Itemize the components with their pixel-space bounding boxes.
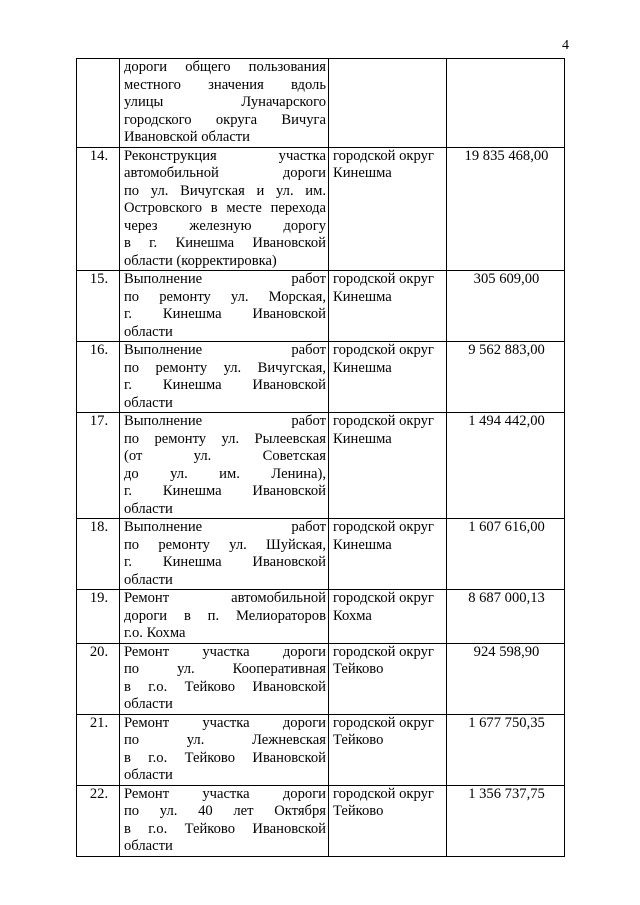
object-name-line: г.о. Кохма	[124, 625, 186, 641]
object-name-line: Островского в месте перехода	[124, 200, 326, 216]
object-name-line: местного значения вдоль	[124, 76, 326, 93]
row-number	[77, 59, 120, 148]
object-name-line: г. Кинешма Ивановской	[124, 306, 326, 322]
table-row	[77, 59, 565, 148]
row-number: 14.	[77, 147, 120, 271]
municipality-cell: городской округ Тейково	[329, 643, 447, 714]
object-name-line: Ремонт автомобильной	[124, 590, 326, 606]
table-row	[77, 590, 565, 644]
object-name-cell	[120, 147, 329, 271]
municipality-cell: городской округ Кинешма	[329, 519, 447, 590]
row-number: 18.	[77, 519, 120, 590]
object-name-line: области	[124, 696, 173, 712]
amount-cell: 19 835 468,00	[447, 147, 565, 271]
object-name-line: до ул. им. Ленина),	[124, 465, 326, 482]
object-name-cell	[120, 714, 329, 785]
amount-cell: 1 494 442,00	[447, 413, 565, 519]
amount-cell	[447, 59, 565, 148]
object-name-line: дороги общего пользования	[124, 59, 326, 75]
object-name-line: улицы Луначарского	[124, 94, 326, 110]
table-row	[77, 342, 565, 413]
object-name-line: области	[124, 767, 173, 783]
object-name-line: Выполнение работ	[124, 342, 326, 358]
object-name-line: по ремонту ул. Рылеевская	[124, 430, 326, 447]
object-name-cell	[120, 413, 329, 519]
object-name-cell	[120, 342, 329, 413]
object-name-line: по ул. Лежневская	[124, 732, 326, 748]
object-name-cell	[120, 785, 329, 856]
row-number: 21.	[77, 714, 120, 785]
municipality-cell: городской округ Кинешма	[329, 271, 447, 342]
row-number: 15.	[77, 271, 120, 342]
object-name-line: области	[124, 500, 173, 517]
row-number: 19.	[77, 590, 120, 644]
object-name-line: городского округа Вичуга	[124, 111, 326, 128]
municipality-cell: городской округ Кохма	[329, 590, 447, 644]
object-name-cell	[120, 519, 329, 590]
object-name-line: Ивановской области	[124, 129, 250, 145]
row-number: 22.	[77, 785, 120, 856]
object-name-line: г. Кинешма Ивановской	[124, 483, 326, 499]
amount-cell: 1 677 750,35	[447, 714, 565, 785]
object-name-line: Ремонт участка дороги	[124, 643, 326, 660]
row-number: 17.	[77, 413, 120, 519]
table-row	[77, 147, 565, 271]
object-name-line: автомобильной дороги	[124, 165, 326, 181]
object-name-line: в г. Кинешма Ивановской	[124, 235, 326, 251]
object-name-line: Ремонт участка дороги	[124, 714, 326, 731]
municipality-cell: городской округ Тейково	[329, 714, 447, 785]
municipality-cell: городской округ Тейково	[329, 785, 447, 856]
object-name-line: по ул. Кооперативная	[124, 661, 326, 677]
object-name-cell	[120, 643, 329, 714]
object-name-line: в г.о. Тейково Ивановской	[124, 678, 326, 695]
amount-cell: 305 609,00	[447, 271, 565, 342]
object-name-line: области	[124, 323, 173, 340]
object-name-line: г. Кинешма Ивановской	[124, 554, 326, 570]
object-name-cell	[120, 59, 329, 148]
object-name-cell	[120, 590, 329, 644]
object-name-line: Выполнение работ	[124, 519, 326, 535]
page-number: 4	[562, 38, 569, 53]
table-row	[77, 413, 565, 519]
amount-cell: 1 356 737,75	[447, 785, 565, 856]
row-number: 16.	[77, 342, 120, 413]
object-name-line: по ремонту ул. Вичугская,	[124, 359, 326, 376]
amount-cell: 924 598,90	[447, 643, 565, 714]
object-name-line: в г.о. Тейково Ивановской	[124, 820, 326, 837]
object-name-cell	[120, 271, 329, 342]
table-row	[77, 519, 565, 590]
table-row	[77, 643, 565, 714]
municipality-cell: городской округ Кинешма	[329, 147, 447, 271]
object-name-line: области	[124, 394, 173, 411]
municipality-cell: городской округ Кинешма	[329, 413, 447, 519]
row-number: 20.	[77, 643, 120, 714]
amount-cell: 9 562 883,00	[447, 342, 565, 413]
object-name-line: Ремонт участка дороги	[124, 785, 326, 802]
object-name-line: Выполнение работ	[124, 413, 326, 429]
object-name-line: области (корректировка)	[124, 252, 277, 269]
amount-cell: 1 607 616,00	[447, 519, 565, 590]
table-row	[77, 271, 565, 342]
objects-table	[76, 58, 565, 857]
object-name-line: г. Кинешма Ивановской	[124, 377, 326, 393]
object-name-line: через железную дорогу	[124, 217, 326, 234]
object-name-line: области	[124, 838, 173, 854]
municipality-cell	[329, 59, 447, 148]
object-name-line: по ремонту ул. Шуйская,	[124, 536, 326, 553]
table-body	[77, 59, 565, 857]
object-name-line: по ул. 40 лет Октября	[124, 803, 326, 819]
object-name-line: дороги в п. Мелиораторов	[124, 607, 326, 624]
object-name-line: по ул. Вичугская и ул. им.	[124, 182, 326, 199]
object-name-line: Выполнение работ	[124, 271, 326, 287]
object-name-line: по ремонту ул. Морская,	[124, 288, 326, 305]
table-row	[77, 714, 565, 785]
municipality-cell: городской округ Кинешма	[329, 342, 447, 413]
table-row	[77, 785, 565, 856]
amount-cell: 8 687 000,13	[447, 590, 565, 644]
object-name-line: (от ул. Советская	[124, 448, 326, 464]
object-name-line: в г.о. Тейково Ивановской	[124, 749, 326, 766]
object-name-line: области	[124, 571, 173, 588]
object-name-line: Реконструкция участка	[124, 147, 326, 164]
